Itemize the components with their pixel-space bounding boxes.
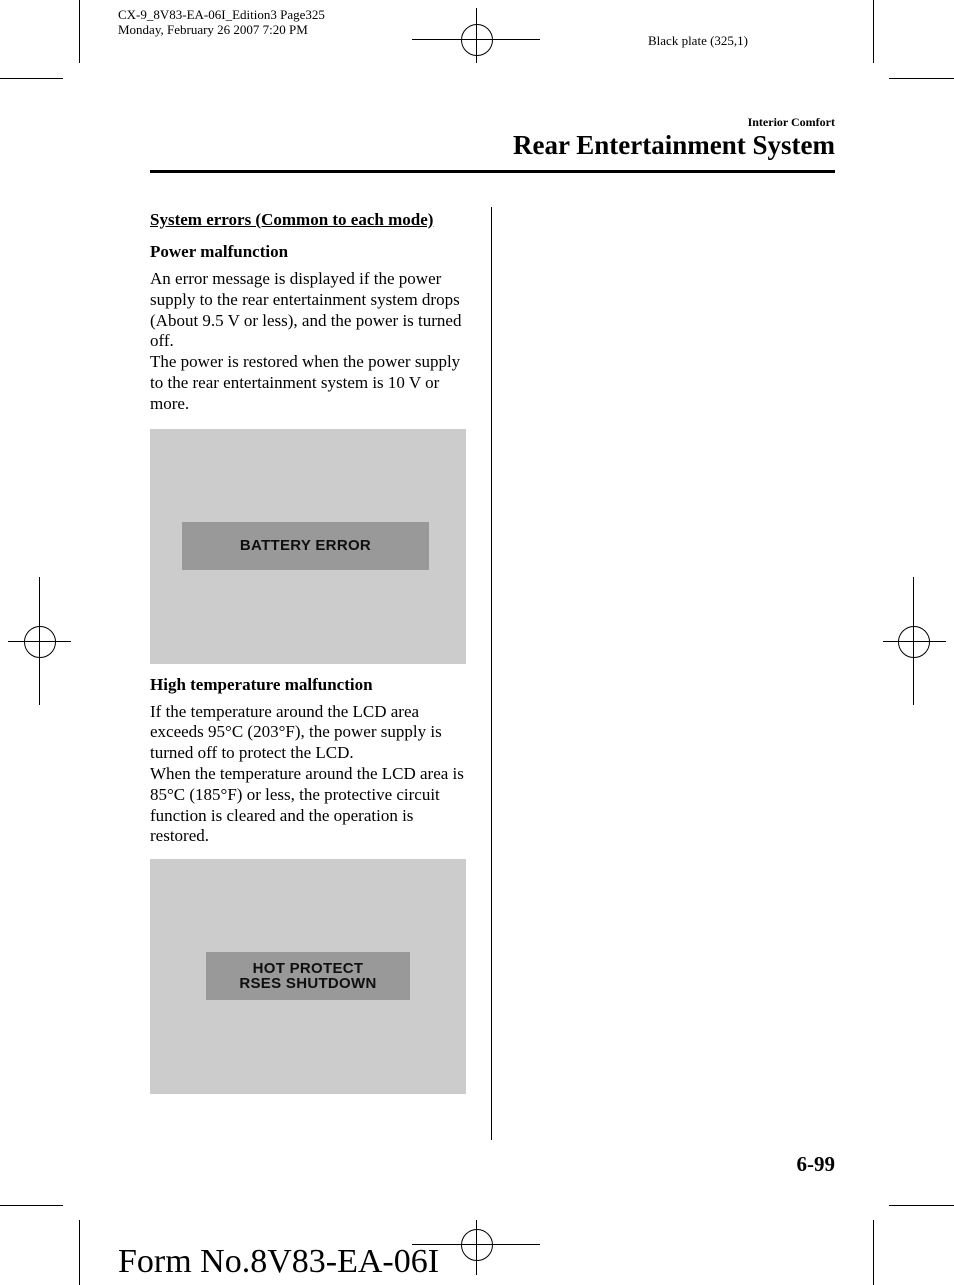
- print-info: [118, 7, 325, 37]
- high-temperature-para2: When the temperature around the LCD area is 85°C (185°F) or less, the protective circuit function is cleared and the operation is restored.: [150, 763, 464, 846]
- power-malfunction-para1: An error message is displayed if the power supply to the rear entertainment system drops (About 9.5 V or less), and the power is turned off.: [150, 269, 462, 351]
- subsection-heading: System errors (Common to each mode): [150, 210, 434, 229]
- plate-label: Black plate (325,1): [648, 33, 748, 48]
- section-label: Interior Comfort: [747, 115, 835, 129]
- title-rule: [150, 170, 835, 173]
- hot-protect-line2: RSES SHUTDOWN: [239, 975, 377, 993]
- page-title: Rear Entertainment System: [513, 130, 835, 160]
- hot-protect-message: [206, 952, 410, 1000]
- left-column: [150, 209, 468, 1094]
- column-divider: [491, 207, 492, 1140]
- page-number: 6-99: [796, 1152, 835, 1176]
- battery-error-screen: [150, 429, 466, 664]
- battery-error-message: BATTERY ERROR: [182, 522, 429, 570]
- power-malfunction-heading: Power malfunction: [150, 242, 289, 261]
- form-number: Form No.8V83-EA-06I: [118, 1243, 440, 1280]
- hot-protect-screen: [150, 859, 466, 1094]
- print-info-line2: Monday, February 26 2007 7:20 PM: [118, 22, 308, 37]
- high-temperature-para1: If the temperature around the LCD area exceeds 95°C (203°F), the power supply is turned off to protect the LCD.: [150, 701, 442, 763]
- print-info-line1: CX-9_8V83-EA-06I_Edition3 Page325: [118, 7, 325, 22]
- hot-protect-line1: HOT PROTECT: [252, 960, 364, 978]
- power-malfunction-para2: The power is restored when the power supply to the rear entertainment system is 10 V or more.: [150, 352, 461, 413]
- high-temperature-heading: High temperature malfunction: [150, 674, 373, 694]
